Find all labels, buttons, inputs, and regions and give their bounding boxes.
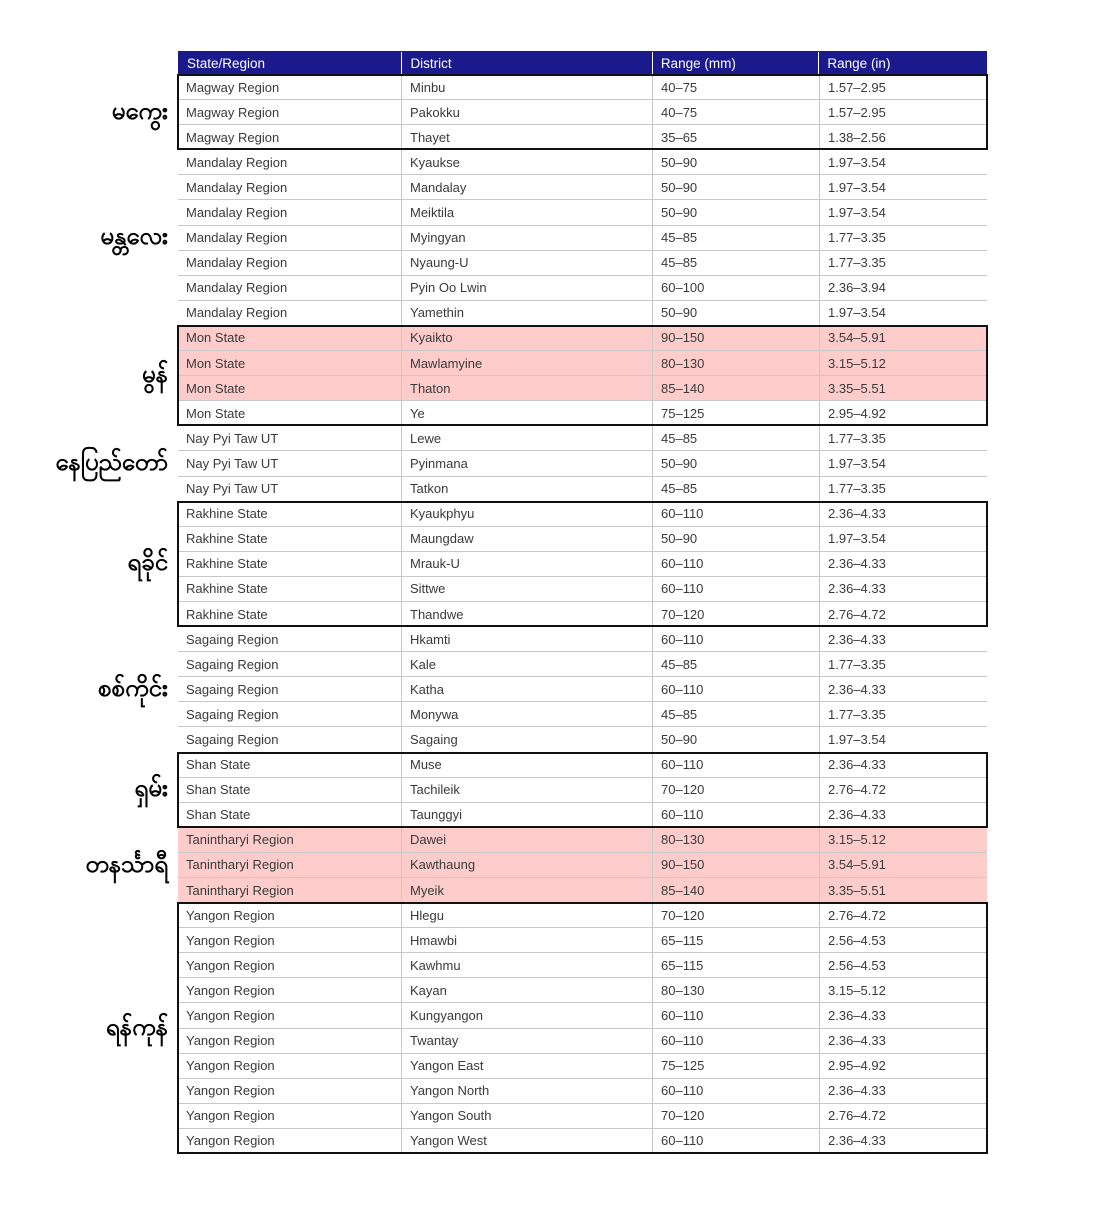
cell-state: Yangon Region [186, 957, 275, 973]
cell-range-mm: 60–110 [652, 1029, 819, 1053]
cell-district: Yangon North [401, 1079, 652, 1103]
cell-range-in: 2.36–4.33 [819, 577, 987, 601]
cell-state: Yangon Region [186, 982, 275, 998]
cell-range-in: 1.57–2.95 [819, 100, 987, 124]
cell-range-mm: 90–150 [652, 326, 819, 350]
cell-range-mm: 75–125 [652, 401, 819, 425]
cell-range-mm: 50–90 [652, 727, 819, 751]
table-row [178, 251, 987, 276]
cell-range-in: 3.54–5.91 [819, 326, 987, 350]
cell-range-mm: 45–85 [652, 251, 819, 275]
cell-range-in: 2.36–4.33 [819, 1079, 987, 1103]
table-row [178, 803, 987, 828]
cell-state: Rakhine State [186, 556, 268, 572]
cell-district: Sittwe [401, 577, 652, 601]
cell-range-in: 1.97–3.54 [819, 527, 987, 551]
cell-district: Mrauk-U [401, 552, 652, 576]
cell-range-in: 3.35–5.51 [819, 376, 987, 400]
table-row [178, 727, 987, 752]
header-range-mm: Range (mm) [652, 52, 819, 74]
cell-range-mm: 70–120 [652, 602, 819, 626]
cell-district: Mandalay [401, 175, 652, 199]
cell-range-in: 1.97–3.54 [819, 727, 987, 751]
cell-district: Pyin Oo Lwin [401, 276, 652, 300]
cell-range-mm: 60–100 [652, 276, 819, 300]
cell-range-in: 3.15–5.12 [819, 828, 987, 852]
table-row [178, 1003, 987, 1028]
cell-state: Magway Region [186, 104, 280, 120]
rainfall-table [178, 51, 987, 1154]
cell-district: Kawthaung [401, 853, 652, 877]
cell-state: Shan State [186, 807, 251, 823]
table-row [178, 527, 987, 552]
table-row [178, 301, 987, 326]
cell-range-mm: 50–90 [652, 527, 819, 551]
cell-range-in: 1.77–3.35 [819, 251, 987, 275]
cell-state: Magway Region [186, 129, 280, 145]
cell-range-mm: 60–110 [652, 1079, 819, 1103]
cell-range-in: 3.54–5.91 [819, 853, 987, 877]
cell-range-mm: 60–110 [652, 627, 819, 651]
cell-range-in: 2.36–4.33 [819, 1029, 987, 1053]
cell-range-in: 2.76–4.72 [819, 602, 987, 626]
cell-state: Yangon Region [186, 1133, 275, 1149]
table-row [178, 426, 987, 451]
table-row [178, 1079, 987, 1104]
cell-state: Sagaing Region [186, 631, 279, 647]
cell-range-mm: 60–110 [652, 803, 819, 827]
cell-range-mm: 40–75 [652, 75, 819, 99]
cell-range-mm: 60–110 [652, 753, 819, 777]
cell-range-mm: 60–110 [652, 552, 819, 576]
cell-district: Myingyan [401, 226, 652, 250]
table-row [178, 978, 987, 1003]
cell-state: Yangon Region [186, 932, 275, 948]
cell-range-in: 1.77–3.35 [819, 702, 987, 726]
cell-district: Kawhmu [401, 953, 652, 977]
cell-district: Kyaikto [401, 326, 652, 350]
cell-range-in: 1.77–3.35 [819, 226, 987, 250]
region-label: ရခိုင် [127, 548, 168, 577]
cell-range-mm: 80–130 [652, 351, 819, 375]
cell-range-in: 2.36–4.33 [819, 1003, 987, 1027]
table-row [178, 125, 987, 150]
cell-district: Katha [401, 677, 652, 701]
cell-district: Ye [401, 401, 652, 425]
cell-range-in: 2.76–4.72 [819, 903, 987, 927]
table-row [178, 1029, 987, 1054]
cell-range-mm: 60–110 [652, 677, 819, 701]
region-label: ရန်ကုန် [105, 1012, 168, 1041]
table-row [178, 778, 987, 803]
cell-district: Yamethin [401, 301, 652, 325]
cell-range-in: 1.57–2.95 [819, 75, 987, 99]
table-header [178, 51, 987, 75]
cell-range-mm: 70–120 [652, 1104, 819, 1128]
cell-state: Yangon Region [186, 1008, 275, 1024]
cell-range-mm: 35–65 [652, 125, 819, 149]
table-row [178, 878, 987, 903]
cell-state: Yangon Region [186, 1033, 275, 1049]
table-row [178, 828, 987, 853]
cell-range-in: 1.97–3.54 [819, 150, 987, 174]
cell-range-in: 1.97–3.54 [819, 301, 987, 325]
cell-district: Lewe [401, 426, 652, 450]
cell-range-mm: 50–90 [652, 301, 819, 325]
cell-range-mm: 50–90 [652, 150, 819, 174]
table-row [178, 351, 987, 376]
cell-range-mm: 45–85 [652, 477, 819, 501]
cell-state: Sagaing Region [186, 731, 279, 747]
cell-range-in: 2.95–4.92 [819, 1054, 987, 1078]
cell-district: Pyinmana [401, 451, 652, 475]
cell-range-in: 2.36–4.33 [819, 1129, 987, 1153]
cell-state: Mon State [186, 380, 246, 396]
cell-range-mm: 60–110 [652, 1129, 819, 1153]
cell-range-in: 1.97–3.54 [819, 200, 987, 224]
cell-district: Mawlamyine [401, 351, 652, 375]
table-row [178, 903, 987, 928]
cell-state: Sagaing Region [186, 706, 279, 722]
cell-state: Tanintharyi Region [186, 832, 294, 848]
cell-range-mm: 45–85 [652, 702, 819, 726]
cell-range-in: 2.36–4.33 [819, 803, 987, 827]
table-row [178, 75, 987, 100]
cell-range-in: 1.77–3.35 [819, 426, 987, 450]
table-row [178, 276, 987, 301]
table-row [178, 652, 987, 677]
cell-range-in: 1.97–3.54 [819, 451, 987, 475]
cell-state: Nay Pyi Taw UT [186, 481, 279, 497]
cell-range-mm: 75–125 [652, 1054, 819, 1078]
cell-state: Rakhine State [186, 531, 268, 547]
cell-range-mm: 60–110 [652, 1003, 819, 1027]
cell-district: Thaton [401, 376, 652, 400]
table-row [178, 953, 987, 978]
cell-state: Rakhine State [186, 581, 268, 597]
table-row [178, 175, 987, 200]
cell-range-mm: 50–90 [652, 451, 819, 475]
table-row [178, 702, 987, 727]
cell-district: Minbu [401, 75, 652, 99]
cell-range-mm: 80–130 [652, 828, 819, 852]
cell-state: Mandalay Region [186, 205, 288, 221]
cell-range-mm: 70–120 [652, 903, 819, 927]
cell-district: Myeik [401, 878, 652, 902]
header-state-region: State/Region [187, 55, 266, 71]
cell-district: Thayet [401, 125, 652, 149]
cell-range-mm: 65–115 [652, 953, 819, 977]
table-body [178, 75, 987, 1154]
cell-range-mm: 80–130 [652, 978, 819, 1002]
cell-district: Taunggyi [401, 803, 652, 827]
region-labels [0, 0, 176, 1205]
cell-range-mm: 85–140 [652, 376, 819, 400]
cell-range-in: 2.36–4.33 [819, 627, 987, 651]
table-row [178, 1104, 987, 1129]
cell-state: Mandalay Region [186, 255, 288, 271]
cell-state: Shan State [186, 757, 251, 773]
cell-district: Kayan [401, 978, 652, 1002]
cell-state: Tanintharyi Region [186, 882, 294, 898]
cell-state: Tanintharyi Region [186, 857, 294, 873]
cell-range-mm: 45–85 [652, 226, 819, 250]
table-row [178, 577, 987, 602]
cell-state: Rakhine State [186, 506, 268, 522]
cell-district: Hkamti [401, 627, 652, 651]
cell-district: Thandwe [401, 602, 652, 626]
cell-state: Mon State [186, 405, 246, 421]
cell-state: Yangon Region [186, 1108, 275, 1124]
cell-range-mm: 60–110 [652, 577, 819, 601]
cell-state: Yangon Region [186, 1083, 275, 1099]
cell-state: Sagaing Region [186, 656, 279, 672]
region-label: စစ်ကိုင်း [98, 673, 168, 702]
region-label: မွန် [141, 360, 168, 389]
header-district: District [401, 52, 651, 74]
cell-range-in: 1.77–3.35 [819, 477, 987, 501]
cell-state: Mandalay Region [186, 179, 288, 195]
cell-district: Kungyangon [401, 1003, 652, 1027]
table-row [178, 477, 987, 502]
cell-state: Mandalay Region [186, 305, 288, 321]
region-label: နေပြည်တော် [55, 448, 168, 477]
table-row [178, 627, 987, 652]
cell-district: Maungdaw [401, 527, 652, 551]
cell-range-mm: 90–150 [652, 853, 819, 877]
cell-range-mm: 45–85 [652, 652, 819, 676]
cell-range-in: 2.36–3.94 [819, 276, 987, 300]
cell-district: Yangon East [401, 1054, 652, 1078]
table-row [178, 200, 987, 225]
region-label: တနင်္သာရီ [85, 849, 168, 878]
table-row [178, 150, 987, 175]
cell-range-mm: 65–115 [652, 928, 819, 952]
cell-range-in: 2.76–4.72 [819, 1104, 987, 1128]
cell-range-in: 2.36–4.33 [819, 753, 987, 777]
cell-range-mm: 40–75 [652, 100, 819, 124]
region-label: မကွေး [111, 96, 168, 125]
table-row [178, 1129, 987, 1154]
cell-state: Mon State [186, 355, 246, 371]
cell-state: Sagaing Region [186, 681, 279, 697]
table-row [178, 1054, 987, 1079]
table-row [178, 100, 987, 125]
cell-district: Yangon West [401, 1129, 652, 1153]
cell-range-in: 2.76–4.72 [819, 778, 987, 802]
cell-district: Dawei [401, 828, 652, 852]
cell-district: Meiktila [401, 200, 652, 224]
cell-district: Kyaukse [401, 150, 652, 174]
table-row [178, 552, 987, 577]
cell-range-in: 2.56–4.53 [819, 928, 987, 952]
cell-state: Shan State [186, 782, 251, 798]
cell-state: Yangon Region [186, 1058, 275, 1074]
cell-range-in: 2.36–4.33 [819, 502, 987, 526]
cell-range-in: 1.38–2.56 [819, 125, 987, 149]
cell-state: Mandalay Region [186, 154, 288, 170]
table-row [178, 451, 987, 476]
cell-range-in: 3.35–5.51 [819, 878, 987, 902]
table-row [178, 928, 987, 953]
cell-district: Pakokku [401, 100, 652, 124]
cell-district: Yangon South [401, 1104, 652, 1128]
cell-range-in: 2.56–4.53 [819, 953, 987, 977]
cell-district: Tachileik [401, 778, 652, 802]
cell-range-mm: 70–120 [652, 778, 819, 802]
cell-range-mm: 60–110 [652, 502, 819, 526]
table-row [178, 376, 987, 401]
cell-state: Mandalay Region [186, 280, 288, 296]
cell-state: Nay Pyi Taw UT [186, 430, 279, 446]
table-row [178, 326, 987, 351]
cell-range-in: 2.95–4.92 [819, 401, 987, 425]
cell-state: Nay Pyi Taw UT [186, 455, 279, 471]
cell-range-mm: 45–85 [652, 426, 819, 450]
cell-state: Mandalay Region [186, 230, 288, 246]
cell-range-in: 2.36–4.33 [819, 677, 987, 701]
cell-district: Kyaukphyu [401, 502, 652, 526]
cell-district: Hlegu [401, 903, 652, 927]
table-row [178, 401, 987, 426]
cell-district: Tatkon [401, 477, 652, 501]
cell-state: Magway Region [186, 79, 280, 95]
header-range-in: Range (in) [818, 52, 986, 74]
cell-range-in: 3.15–5.12 [819, 978, 987, 1002]
cell-district: Hmawbi [401, 928, 652, 952]
cell-range-mm: 50–90 [652, 200, 819, 224]
cell-range-in: 2.36–4.33 [819, 552, 987, 576]
cell-state: Yangon Region [186, 907, 275, 923]
cell-state: Mon State [186, 330, 246, 346]
cell-district: Kale [401, 652, 652, 676]
cell-range-mm: 50–90 [652, 175, 819, 199]
cell-district: Twantay [401, 1029, 652, 1053]
cell-district: Sagaing [401, 727, 652, 751]
table-row [178, 602, 987, 627]
region-label: မန္တလေး [100, 222, 168, 251]
table-row [178, 502, 987, 527]
cell-range-in: 1.97–3.54 [819, 175, 987, 199]
table-row [178, 226, 987, 251]
cell-district: Muse [401, 753, 652, 777]
cell-range-in: 1.77–3.35 [819, 652, 987, 676]
cell-range-mm: 85–140 [652, 878, 819, 902]
cell-range-in: 3.15–5.12 [819, 351, 987, 375]
cell-district: Monywa [401, 702, 652, 726]
table-row [178, 677, 987, 702]
cell-district: Nyaung-U [401, 251, 652, 275]
region-label: ရှမ်း [134, 774, 168, 803]
table-row [178, 853, 987, 878]
table-row [178, 753, 987, 778]
cell-state: Rakhine State [186, 606, 268, 622]
